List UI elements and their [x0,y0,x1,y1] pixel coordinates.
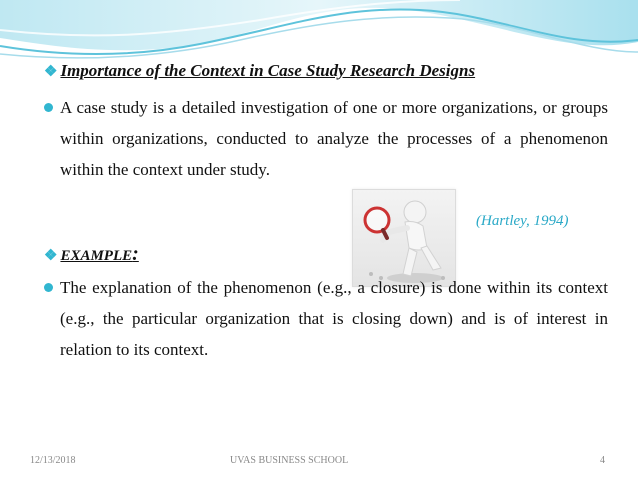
example-heading [44,243,139,266]
example-label: EXAMPLE [60,248,133,264]
heading-text: Importance of the Context in Case Study Research Designs [60,61,476,80]
round-bullet-icon [44,283,53,292]
paragraph-definition [44,92,608,185]
paragraph-definition-text: A case study is a detailed investigation of one or more organizations, or groups within organizations, conducted to analyze the processes of a phenomenon within the context under study. [60,98,608,179]
paragraph-example-text: The explanation of the phenomenon (e.g., a closure) is done within its context (e.g., the particular organization that is closing down) and is of interest in relation to its context. [60,278,608,359]
footer-title: UVAS BUSINESS SCHOOL [230,455,349,466]
diamond-bullet-icon: ❖ [44,64,58,80]
citation: (Hartley, 1994) [476,213,569,229]
slide-heading [44,61,624,81]
diamond-bullet-icon: ❖ [44,248,58,264]
footer-date: 12/13/2018 [30,455,76,466]
paragraph-example [44,272,608,365]
footer-page-number: 4 [600,455,605,466]
example-colon: : [132,243,139,265]
round-bullet-icon [44,103,53,112]
